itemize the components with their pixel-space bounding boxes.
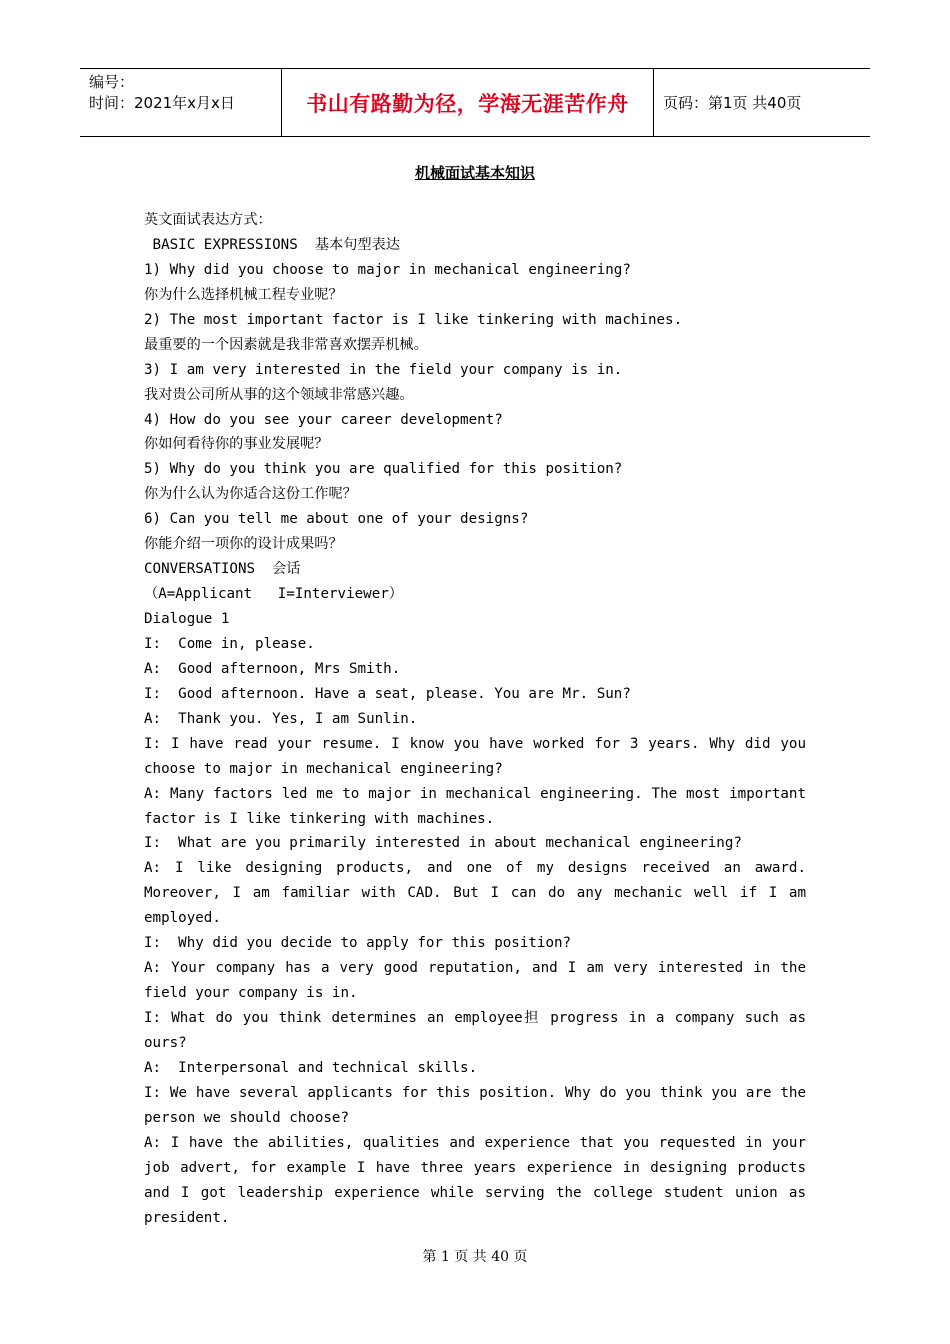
text-line: I: Why did you decide to apply for this position? — [144, 935, 572, 952]
header-motto: 书山有路勤为径，学海无涯苦作舟 — [281, 69, 654, 136]
text-line: （A=Applicant I=Interviewer） — [144, 586, 403, 603]
text-line: I: I have read your resume. I know you have worked for 3 years. Why did you — [144, 735, 806, 752]
text-line: ours? — [144, 1034, 187, 1051]
text-line: A: Interpersonal and technical skills. — [144, 1059, 478, 1076]
document-time-label: 时间：2021年x月x日 — [89, 94, 235, 112]
text-line: 1) Why did you choose to major in mechanical engineering? — [144, 261, 631, 278]
text-line: 英文面试表达方式： — [144, 212, 272, 228]
text-line: A: I like designing products, and one of my designs received an award. — [144, 860, 806, 877]
text-line: 5) Why do you think you are qualified for this position? — [144, 461, 623, 478]
page-footer: 第 1 页 共 40 页 — [422, 1249, 528, 1265]
text-line: factor is I like tinkering with machines. — [144, 810, 495, 827]
text-line: BASIC EXPRESSIONS 基本句型表达 — [144, 236, 400, 253]
text-line: field your company is in. — [144, 985, 358, 1002]
document-title: 机械面试基本知识 — [414, 164, 535, 182]
text-line: 4) How do you see your career development? — [144, 411, 503, 428]
text-line: A: Good afternoon, Mrs Smith. — [144, 660, 401, 677]
document-number-label: 编号： — [89, 73, 135, 91]
text-line: A: I have the abilities, qualities and experience that you requested in your — [144, 1134, 806, 1151]
text-line: I: Good afternoon. Have a seat, please. You are Mr. Sun? — [144, 685, 631, 702]
text-line: president. — [144, 1209, 230, 1226]
text-line: Moreover, I am familiar with CAD. But I can do any mechanic well if I am — [144, 885, 806, 902]
text-line: I: What do you think determines an employee担 progress in a company such as — [144, 1010, 806, 1026]
page-header — [80, 68, 870, 137]
text-line: 我对贵公司所从事的这个领域非常感兴趣。 — [144, 386, 414, 403]
text-line: I: Come in, please. — [144, 635, 315, 652]
text-line: CONVERSATIONS 会话 — [144, 561, 301, 578]
text-line: 你为什么认为你适合这份工作呢？ — [144, 486, 357, 503]
text-line: employed. — [144, 910, 221, 927]
text-line: 你如何看待你的事业发展呢？ — [144, 436, 329, 453]
text-line: Dialogue 1 — [144, 611, 230, 627]
text-line: 6) Can you tell me about one of your designs? — [144, 511, 529, 528]
document-body — [144, 208, 806, 1230]
text-line: and I got leadership experience while serving the college student union as — [144, 1184, 806, 1201]
text-line: 你为什么选择机械工程专业呢？ — [144, 286, 343, 303]
text-line: 最重要的一个因素就是我非常喜欢摆弄机械。 — [144, 336, 428, 353]
header-meta — [80, 69, 281, 136]
text-line: A: Thank you. Yes, I am Sunlin. — [144, 710, 418, 727]
text-line: job advert, for example I have three years experience in designing products — [144, 1159, 806, 1176]
text-line: 2) The most important factor is I like tinkering with machines. — [144, 311, 683, 328]
text-line: I: We have several applicants for this position. Why do you think you are the — [144, 1084, 806, 1101]
text-line: 3) I am very interested in the field your company is in. — [144, 361, 623, 378]
text-line: person we should choose? — [144, 1109, 349, 1126]
text-line: choose to major in mechanical engineering? — [144, 760, 503, 777]
header-page-info: 页码：第1页 共40页 — [663, 94, 802, 112]
text-line: A: Your company has a very good reputation, and I am very interested in the — [144, 960, 806, 977]
text-line: I: What are you primarily interested in about mechanical engineering? — [144, 835, 742, 852]
text-line: 你能介绍一项你的设计成果吗？ — [144, 536, 343, 553]
text-line: A: Many factors led me to major in mechanical engineering. The most important — [144, 785, 806, 802]
